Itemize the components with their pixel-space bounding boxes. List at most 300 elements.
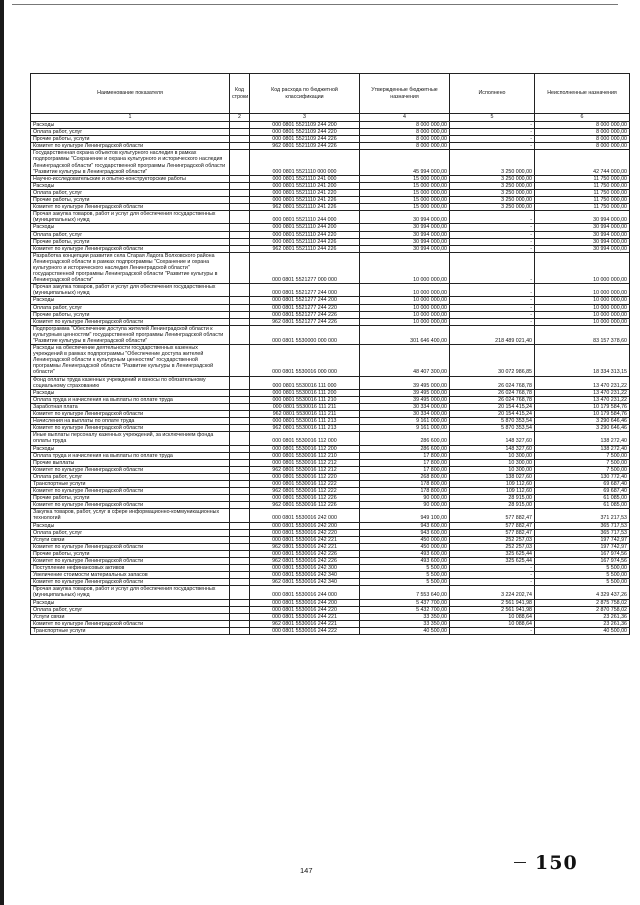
row-line-code bbox=[230, 599, 250, 606]
row-approved: 450 000,00 bbox=[360, 536, 450, 543]
row-classification-code: 000 0801 5530016 112 210 bbox=[250, 452, 360, 459]
row-classification-code: 962 0801 5521110 241 226 bbox=[250, 204, 360, 211]
row-name: Оплата работ, услуг bbox=[31, 231, 230, 238]
row-executed: - bbox=[450, 231, 535, 238]
row-approved: 5 432 700,00 bbox=[360, 606, 450, 613]
row-executed: 26 024 768,78 bbox=[450, 389, 535, 396]
row-executed: 3 250 000,00 bbox=[450, 189, 535, 196]
row-classification-code: 000 0801 5521109 244 220 bbox=[250, 129, 360, 136]
row-name: Прочие работы, услуги bbox=[31, 238, 230, 245]
row-name: Оплата работ, услуг bbox=[31, 606, 230, 613]
row-name: Комитет по культуре Ленинградской области bbox=[31, 488, 230, 495]
row-line-code bbox=[230, 245, 250, 252]
row-executed: 109 112,60 bbox=[450, 488, 535, 495]
row-executed: 577 882,47 bbox=[450, 529, 535, 536]
row-line-code bbox=[230, 488, 250, 495]
table-row bbox=[31, 252, 630, 283]
row-approved: 5 437 700,00 bbox=[360, 599, 450, 606]
row-classification-code: 000 0801 5521110 244 220 bbox=[250, 231, 360, 238]
row-line-code bbox=[230, 389, 250, 396]
header-name: Наименование показателя bbox=[31, 74, 230, 114]
row-name: Комитет по культуре Ленинградской области bbox=[31, 245, 230, 252]
row-approved: 10 000 000,00 bbox=[360, 284, 450, 297]
table-row bbox=[31, 129, 630, 136]
row-name: Комитет по культуре Ленинградской области bbox=[31, 318, 230, 325]
row-approved: 39 495 000,00 bbox=[360, 396, 450, 403]
row-name: Услуги связи bbox=[31, 613, 230, 620]
header-executed: Исполнено bbox=[450, 74, 535, 114]
row-approved: 39 495 000,00 bbox=[360, 376, 450, 389]
row-line-code bbox=[230, 536, 250, 543]
row-executed: 10 300,00 bbox=[450, 452, 535, 459]
row-classification-code: 000 0801 5521277 244 226 bbox=[250, 311, 360, 318]
row-unexecuted: 13 470 231,22 bbox=[535, 389, 630, 396]
row-unexecuted: 11 750 000,00 bbox=[535, 204, 630, 211]
row-approved: 943 600,00 bbox=[360, 529, 450, 536]
row-classification-code: 962 0801 5530016 242 221 bbox=[250, 543, 360, 550]
row-classification-code: 000 0801 5521277 244 200 bbox=[250, 297, 360, 304]
row-classification-code: 962 0801 5521110 244 226 bbox=[250, 245, 360, 252]
row-name: Прочие работы, услуги bbox=[31, 550, 230, 557]
row-unexecuted: 8 000 000,00 bbox=[535, 129, 630, 136]
row-executed: 252 257,03 bbox=[450, 536, 535, 543]
row-line-code bbox=[230, 445, 250, 452]
row-classification-code: 000 0801 5521110 241 000 bbox=[250, 175, 360, 182]
row-classification-code: 000 0801 5530016 112 226 bbox=[250, 495, 360, 502]
row-classification-code: 962 0801 5530016 112 222 bbox=[250, 488, 360, 495]
row-name: Оплата работ, услуг bbox=[31, 529, 230, 536]
row-name: Прочая закупка товаров, работ и услуг для обеспечения государственных (муниципальных) нужд bbox=[31, 284, 230, 297]
table-row bbox=[31, 189, 630, 196]
row-name: Прочие работы, услуги bbox=[31, 136, 230, 143]
row-executed: 10 300,00 bbox=[450, 459, 535, 466]
row-line-code bbox=[230, 376, 250, 389]
row-name: Увеличение стоимости материальных запасов bbox=[31, 572, 230, 579]
row-classification-code: 000 0801 5530016 112 220 bbox=[250, 473, 360, 480]
table-row bbox=[31, 432, 630, 445]
column-number: 4 bbox=[360, 114, 450, 122]
table-row bbox=[31, 231, 630, 238]
row-executed: 2 561 941,98 bbox=[450, 606, 535, 613]
row-name: Комитет по культуре Ленинградской области bbox=[31, 425, 230, 432]
row-approved: 15 000 000,00 bbox=[360, 204, 450, 211]
row-unexecuted: 167 974,56 bbox=[535, 550, 630, 557]
row-approved: 10 000 000,00 bbox=[360, 311, 450, 318]
row-classification-code: 000 0801 5521110 241 226 bbox=[250, 197, 360, 204]
table-row bbox=[31, 345, 630, 376]
row-name: Прочие работы, услуги bbox=[31, 311, 230, 318]
row-unexecuted: 130 772,40 bbox=[535, 473, 630, 480]
row-approved: 15 000 000,00 bbox=[360, 189, 450, 196]
row-classification-code: 000 0801 5521109 244 226 bbox=[250, 136, 360, 143]
row-line-code bbox=[230, 606, 250, 613]
row-executed: 109 112,60 bbox=[450, 480, 535, 487]
row-line-code bbox=[230, 211, 250, 224]
row-name: Комитет по культуре Ленинградской области bbox=[31, 558, 230, 565]
top-rule bbox=[12, 4, 618, 5]
row-approved: 33 350,00 bbox=[360, 613, 450, 620]
row-name: Комитет по культуре Ленинградской области bbox=[31, 411, 230, 418]
row-classification-code: 000 0801 5530016 242 221 bbox=[250, 536, 360, 543]
row-classification-code: 962 0801 5521109 244 226 bbox=[250, 143, 360, 150]
table-row bbox=[31, 522, 630, 529]
row-executed: 218 489 021,40 bbox=[450, 325, 535, 344]
row-executed: 20 154 415,24 bbox=[450, 403, 535, 410]
row-approved: 301 646 400,00 bbox=[360, 325, 450, 344]
row-line-code bbox=[230, 238, 250, 245]
row-classification-code: 962 0801 5530016 112 212 bbox=[250, 466, 360, 473]
row-approved: 286 600,00 bbox=[360, 445, 450, 452]
row-name: Оплата работ, услуг bbox=[31, 473, 230, 480]
row-executed: 5 870 353,54 bbox=[450, 425, 535, 432]
row-executed: - bbox=[450, 627, 535, 634]
row-executed: 577 882,47 bbox=[450, 509, 535, 522]
row-executed: - bbox=[450, 136, 535, 143]
row-line-code bbox=[230, 396, 250, 403]
row-classification-code: 000 0801 5530016 242 200 bbox=[250, 522, 360, 529]
row-classification-code: 000 0801 5521110 244 226 bbox=[250, 238, 360, 245]
row-name: Услуги связи bbox=[31, 536, 230, 543]
table-row bbox=[31, 389, 630, 396]
row-line-code bbox=[230, 613, 250, 620]
row-unexecuted: 11 750 000,00 bbox=[535, 182, 630, 189]
row-name: Прочая закупка товаров, работ и услуг для обеспечения государственных (муниципальных) нужд bbox=[31, 586, 230, 599]
table-row bbox=[31, 325, 630, 344]
row-unexecuted: 5 500,00 bbox=[535, 579, 630, 586]
row-executed: - bbox=[450, 245, 535, 252]
row-classification-code: 000 0801 5521277 000 000 bbox=[250, 252, 360, 283]
row-unexecuted: 10 179 584,76 bbox=[535, 403, 630, 410]
row-line-code bbox=[230, 459, 250, 466]
row-name: Комитет по культуре Ленинградской области bbox=[31, 620, 230, 627]
table-row bbox=[31, 411, 630, 418]
row-unexecuted: 42 744 000,00 bbox=[535, 150, 630, 175]
table-row bbox=[31, 620, 630, 627]
row-name: Фонд оплаты труда казенных учреждений и взносы по обязательному социальному страхованию bbox=[31, 376, 230, 389]
row-line-code bbox=[230, 480, 250, 487]
row-line-code bbox=[230, 522, 250, 529]
row-executed: 148 327,60 bbox=[450, 432, 535, 445]
row-approved: 45 994 000,00 bbox=[360, 150, 450, 175]
row-classification-code: 000 0801 5530016 111 211 bbox=[250, 403, 360, 410]
row-line-code bbox=[230, 586, 250, 599]
row-unexecuted: 11 750 000,00 bbox=[535, 189, 630, 196]
row-executed: - bbox=[450, 565, 535, 572]
table-row bbox=[31, 182, 630, 189]
row-executed: - bbox=[450, 211, 535, 224]
row-unexecuted: 61 085,00 bbox=[535, 495, 630, 502]
row-classification-code: 962 0801 5521277 244 226 bbox=[250, 318, 360, 325]
row-name: Прочие работы, услуги bbox=[31, 495, 230, 502]
row-approved: 450 000,00 bbox=[360, 543, 450, 550]
row-approved: 5 500,00 bbox=[360, 565, 450, 572]
row-name: Прочие работы, услуги bbox=[31, 197, 230, 204]
row-unexecuted: 5 500,00 bbox=[535, 565, 630, 572]
row-executed: 252 257,03 bbox=[450, 543, 535, 550]
row-executed: - bbox=[450, 311, 535, 318]
table-row bbox=[31, 606, 630, 613]
row-classification-code: 000 0801 5521110 000 000 bbox=[250, 150, 360, 175]
row-unexecuted: 365 717,53 bbox=[535, 529, 630, 536]
row-unexecuted: 61 085,00 bbox=[535, 502, 630, 509]
row-line-code bbox=[230, 579, 250, 586]
row-approved: 33 350,00 bbox=[360, 620, 450, 627]
row-approved: 5 500,00 bbox=[360, 579, 450, 586]
column-number: 2 bbox=[230, 114, 250, 122]
row-name: Комитет по культуре Ленинградской области bbox=[31, 502, 230, 509]
row-executed: - bbox=[450, 252, 535, 283]
row-line-code bbox=[230, 304, 250, 311]
page-number: 147 bbox=[300, 866, 313, 875]
row-line-code bbox=[230, 620, 250, 627]
row-line-code bbox=[230, 466, 250, 473]
row-approved: 10 000 000,00 bbox=[360, 304, 450, 311]
row-executed: 2 561 941,98 bbox=[450, 599, 535, 606]
row-unexecuted: 23 261,36 bbox=[535, 613, 630, 620]
row-line-code bbox=[230, 311, 250, 318]
row-approved: 30 334 000,00 bbox=[360, 403, 450, 410]
row-executed: - bbox=[450, 224, 535, 231]
table-row bbox=[31, 238, 630, 245]
table-row bbox=[31, 466, 630, 473]
row-approved: 7 553 640,00 bbox=[360, 586, 450, 599]
table-row bbox=[31, 318, 630, 325]
table-row bbox=[31, 579, 630, 586]
row-classification-code: 962 0801 5530016 242 340 bbox=[250, 579, 360, 586]
table-row bbox=[31, 613, 630, 620]
row-approved: 90 000,00 bbox=[360, 502, 450, 509]
row-name: Оплата работ, услуг bbox=[31, 129, 230, 136]
row-approved: 39 495 000,00 bbox=[360, 389, 450, 396]
row-unexecuted: 365 717,53 bbox=[535, 522, 630, 529]
table-row bbox=[31, 311, 630, 318]
header-line-code: Код строки bbox=[230, 74, 250, 114]
row-approved: 268 800,00 bbox=[360, 473, 450, 480]
table-row bbox=[31, 245, 630, 252]
row-name: Расходы bbox=[31, 122, 230, 129]
row-executed: 28 915,00 bbox=[450, 502, 535, 509]
table-row bbox=[31, 425, 630, 432]
row-unexecuted: 30 994 000,00 bbox=[535, 211, 630, 224]
table-row bbox=[31, 224, 630, 231]
row-executed: - bbox=[450, 304, 535, 311]
row-unexecuted: 5 500,00 bbox=[535, 572, 630, 579]
row-classification-code: 000 0801 5530000 000 000 bbox=[250, 325, 360, 344]
row-classification-code: 000 0801 5530016 112 222 bbox=[250, 480, 360, 487]
row-classification-code: 962 0801 5530016 244 221 bbox=[250, 620, 360, 627]
row-line-code bbox=[230, 189, 250, 196]
row-unexecuted: 69 687,40 bbox=[535, 480, 630, 487]
row-name: Оплата труда и начисления на выплаты по оплате труда bbox=[31, 396, 230, 403]
row-line-code bbox=[230, 345, 250, 376]
row-approved: 17 800,00 bbox=[360, 459, 450, 466]
row-line-code bbox=[230, 129, 250, 136]
row-line-code bbox=[230, 197, 250, 204]
row-executed: 148 327,60 bbox=[450, 445, 535, 452]
table-row bbox=[31, 627, 630, 634]
row-name: Расходы bbox=[31, 182, 230, 189]
row-approved: 10 000 000,00 bbox=[360, 252, 450, 283]
row-executed: - bbox=[450, 284, 535, 297]
row-classification-code: 000 0801 5530016 242 220 bbox=[250, 529, 360, 536]
row-classification-code: 962 0801 5530016 112 226 bbox=[250, 502, 360, 509]
row-classification-code: 000 0801 5521110 241 220 bbox=[250, 189, 360, 196]
row-executed: 3 224 202,74 bbox=[450, 586, 535, 599]
row-executed: - bbox=[450, 238, 535, 245]
row-classification-code: 962 0801 5530016 242 226 bbox=[250, 558, 360, 565]
row-approved: 15 000 000,00 bbox=[360, 182, 450, 189]
row-name: Комитет по культуре Ленинградской области bbox=[31, 466, 230, 473]
row-classification-code: 000 0801 5530016 112 000 bbox=[250, 432, 360, 445]
table-row bbox=[31, 529, 630, 536]
row-executed: - bbox=[450, 143, 535, 150]
row-unexecuted: 10 179 584,76 bbox=[535, 411, 630, 418]
row-name: Расходы на обеспечение деятельности государственных казенных учреждений в рамках подпрограммы "Обеспечение доступа жителей Ленинградской области к культурным ценностям" государственной программы Ленинградской области "Развитие культуры в Ленинградской области" bbox=[31, 345, 230, 376]
row-classification-code: 000 0801 5521110 241 200 bbox=[250, 182, 360, 189]
row-line-code bbox=[230, 529, 250, 536]
table-row bbox=[31, 122, 630, 129]
table-row bbox=[31, 509, 630, 522]
table-row bbox=[31, 565, 630, 572]
row-unexecuted: 3 290 646,46 bbox=[535, 418, 630, 425]
table-row bbox=[31, 473, 630, 480]
row-unexecuted: 11 750 000,00 bbox=[535, 175, 630, 182]
row-executed: 20 154 415,24 bbox=[450, 411, 535, 418]
table-row bbox=[31, 304, 630, 311]
table-row bbox=[31, 143, 630, 150]
row-approved: 30 994 000,00 bbox=[360, 231, 450, 238]
row-unexecuted: 2 870 758,02 bbox=[535, 606, 630, 613]
row-line-code bbox=[230, 318, 250, 325]
row-executed: 3 250 000,00 bbox=[450, 182, 535, 189]
row-executed: 10 088,64 bbox=[450, 613, 535, 620]
row-classification-code: 000 0801 5530016 242 300 bbox=[250, 565, 360, 572]
table-row bbox=[31, 495, 630, 502]
row-classification-code: 000 0801 5530016 242 226 bbox=[250, 550, 360, 557]
row-classification-code: 000 0801 5530016 242 340 bbox=[250, 572, 360, 579]
row-executed: 3 250 000,00 bbox=[450, 204, 535, 211]
row-approved: 8 000 000,00 bbox=[360, 143, 450, 150]
row-approved: 9 161 000,00 bbox=[360, 418, 450, 425]
row-executed: 28 915,00 bbox=[450, 495, 535, 502]
table-row bbox=[31, 376, 630, 389]
row-unexecuted: 10 000 000,00 bbox=[535, 304, 630, 311]
row-executed: 30 072 986,85 bbox=[450, 345, 535, 376]
row-line-code bbox=[230, 572, 250, 579]
row-unexecuted: 23 261,36 bbox=[535, 620, 630, 627]
row-name: Оплата работ, услуг bbox=[31, 304, 230, 311]
row-name: Комитет по культуре Ленинградской области bbox=[31, 143, 230, 150]
table-row bbox=[31, 197, 630, 204]
row-unexecuted: 8 000 000,00 bbox=[535, 143, 630, 150]
row-executed: - bbox=[450, 297, 535, 304]
row-approved: 90 000,00 bbox=[360, 495, 450, 502]
row-classification-code: 000 0801 5530016 244 000 bbox=[250, 586, 360, 599]
row-line-code bbox=[230, 143, 250, 150]
table-row bbox=[31, 204, 630, 211]
row-line-code bbox=[230, 565, 250, 572]
row-line-code bbox=[230, 418, 250, 425]
table-row bbox=[31, 599, 630, 606]
row-classification-code: 000 0801 5530016 244 222 bbox=[250, 627, 360, 634]
row-line-code bbox=[230, 403, 250, 410]
header-classification-code: Код расхода по бюджетной классификации bbox=[250, 74, 360, 114]
row-classification-code: 000 0801 5530016 244 221 bbox=[250, 613, 360, 620]
row-unexecuted: 4 329 437,26 bbox=[535, 586, 630, 599]
row-line-code bbox=[230, 473, 250, 480]
row-executed: 10 300,00 bbox=[450, 466, 535, 473]
row-classification-code: 000 0801 5530016 112 212 bbox=[250, 459, 360, 466]
column-number: 5 bbox=[450, 114, 535, 122]
row-line-code bbox=[230, 502, 250, 509]
row-approved: 178 800,00 bbox=[360, 480, 450, 487]
row-classification-code: 962 0801 5530016 111 213 bbox=[250, 425, 360, 432]
row-unexecuted: 40 500,00 bbox=[535, 627, 630, 634]
row-classification-code: 000 0801 5521110 244 000 bbox=[250, 211, 360, 224]
row-classification-code: 000 0801 5530016 111 213 bbox=[250, 418, 360, 425]
row-approved: 15 000 000,00 bbox=[360, 175, 450, 182]
row-unexecuted: 13 470 231,22 bbox=[535, 376, 630, 389]
row-unexecuted: 2 875 758,02 bbox=[535, 599, 630, 606]
row-approved: 48 407 300,00 bbox=[360, 345, 450, 376]
row-name: Государственная охрана объектов культурного наследия в рамках подпрограммы "Сохранение и охрана культурного и исторического наследия Ленинградской области" государственной программы Ленинградской области "Развитие культуры в Ленинградской области" bbox=[31, 150, 230, 175]
row-line-code bbox=[230, 432, 250, 445]
row-approved: 8 000 000,00 bbox=[360, 136, 450, 143]
row-unexecuted: 7 500,00 bbox=[535, 459, 630, 466]
column-number: 1 bbox=[31, 114, 230, 122]
row-unexecuted: 18 334 313,15 bbox=[535, 345, 630, 376]
row-executed: 138 027,60 bbox=[450, 473, 535, 480]
row-unexecuted: 8 000 000,00 bbox=[535, 136, 630, 143]
table-row bbox=[31, 480, 630, 487]
row-classification-code: 000 0801 5530016 111 200 bbox=[250, 389, 360, 396]
row-classification-code: 000 0801 5530016 000 000 bbox=[250, 345, 360, 376]
row-executed: 5 870 353,54 bbox=[450, 418, 535, 425]
header-unexecuted: Неисполненные назначения bbox=[535, 74, 630, 114]
row-name: Расходы bbox=[31, 522, 230, 529]
row-name: Начисления на выплаты по оплате труда bbox=[31, 418, 230, 425]
row-classification-code: 962 0801 5530016 111 211 bbox=[250, 411, 360, 418]
row-unexecuted: 10 000 000,00 bbox=[535, 252, 630, 283]
row-unexecuted: 138 272,40 bbox=[535, 432, 630, 445]
row-unexecuted: 10 000 000,00 bbox=[535, 284, 630, 297]
row-approved: 5 500,00 bbox=[360, 572, 450, 579]
row-name: Расходы bbox=[31, 389, 230, 396]
column-number: 3 bbox=[250, 114, 360, 122]
row-executed: 3 250 000,00 bbox=[450, 175, 535, 182]
row-unexecuted: 30 994 000,00 bbox=[535, 231, 630, 238]
table-row bbox=[31, 403, 630, 410]
row-unexecuted: 30 994 000,00 bbox=[535, 224, 630, 231]
row-unexecuted: 7 500,00 bbox=[535, 452, 630, 459]
table-body bbox=[31, 122, 630, 635]
row-name: Подпрограмма "Обеспечение доступа жителей Ленинградской области к культурным ценностям" государственной программы Ленинградской области "Развитие культуры в Ленинградской области" bbox=[31, 325, 230, 344]
row-classification-code: 000 0801 5530016 112 200 bbox=[250, 445, 360, 452]
row-line-code bbox=[230, 543, 250, 550]
row-line-code bbox=[230, 509, 250, 522]
row-line-code bbox=[230, 252, 250, 283]
row-name: Комитет по культуре Ленинградской области bbox=[31, 204, 230, 211]
row-executed: - bbox=[450, 572, 535, 579]
row-name: Иные выплаты персоналу казенных учреждений, за исключением фонда оплаты труда bbox=[31, 432, 230, 445]
table-row bbox=[31, 572, 630, 579]
row-line-code bbox=[230, 122, 250, 129]
table-row bbox=[31, 459, 630, 466]
row-unexecuted: 69 687,40 bbox=[535, 488, 630, 495]
row-approved: 17 800,00 bbox=[360, 466, 450, 473]
row-executed: 26 024 768,78 bbox=[450, 376, 535, 389]
row-classification-code: 000 0801 5521277 244 220 bbox=[250, 304, 360, 311]
